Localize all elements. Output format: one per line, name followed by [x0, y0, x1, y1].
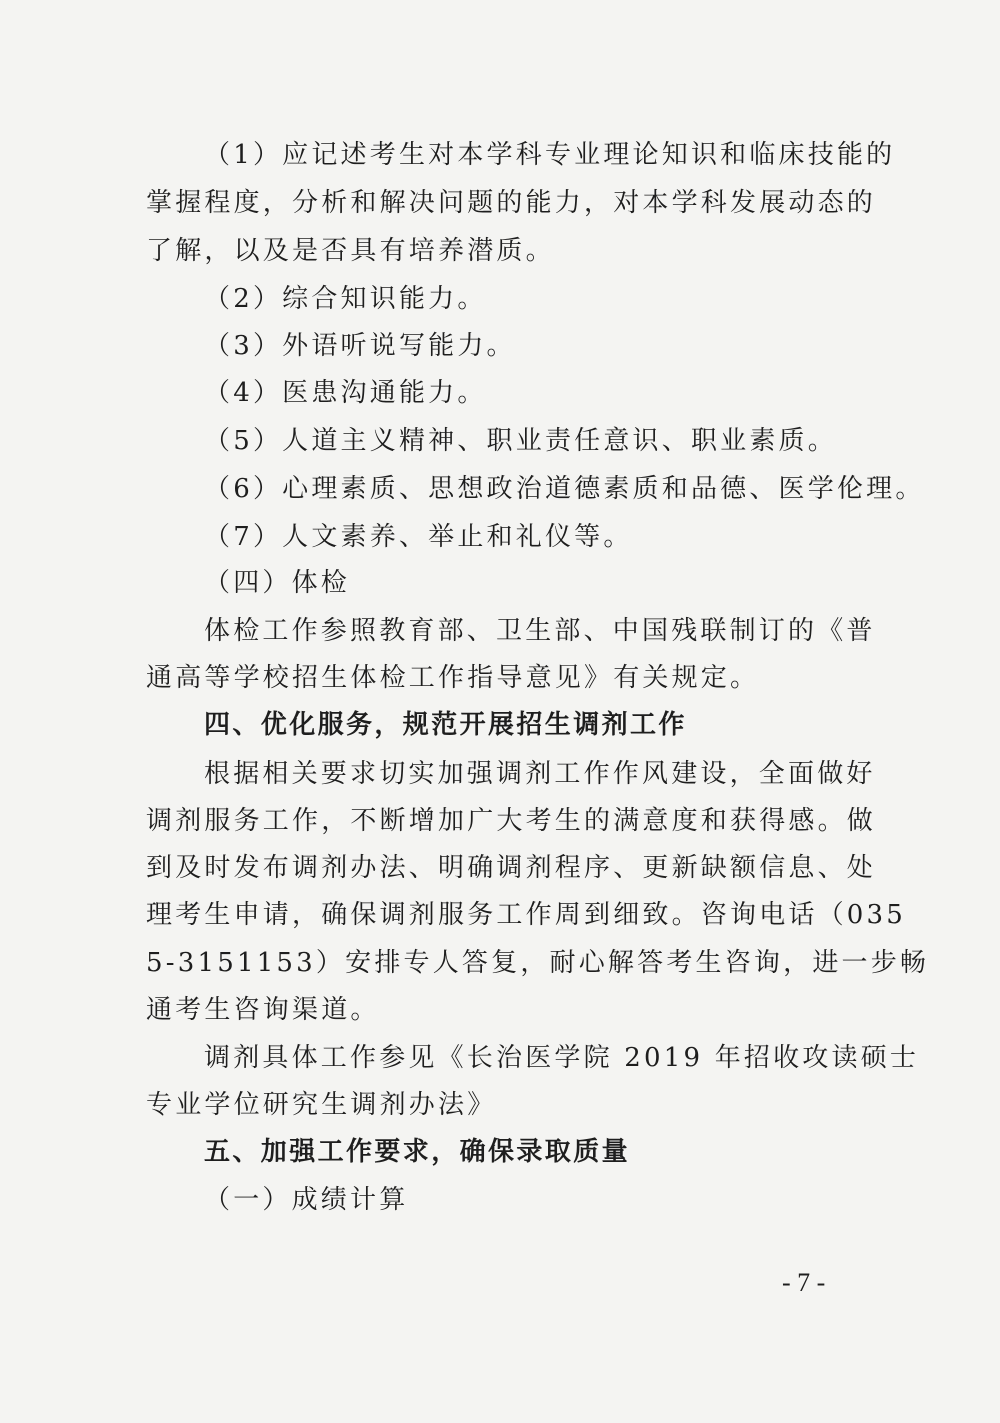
paragraph-line: 掌握程度，分析和解决问题的能力，对本学科发展动态的 [146, 188, 877, 218]
paragraph-line: 理考生申请，确保调剂服务工作周到细致。咨询电话（035 [146, 900, 907, 930]
paragraph-line: （6）心理素质、思想政治道德素质和品德、医学伦理。 [204, 474, 925, 504]
paragraph-line: （7）人文素养、举止和礼仪等。 [204, 522, 633, 552]
page-number: - 7 - [782, 1268, 826, 1297]
section-heading: 五、加强工作要求，确保录取质量 [204, 1137, 631, 1167]
section-subheading: （四）体检 [204, 568, 351, 598]
paragraph-line: 调剂服务工作，不断增加广大考生的满意度和获得感。做 [146, 806, 877, 836]
paragraph-line: 根据相关要求切实加强调剂工作作风建设，全面做好 [204, 759, 876, 789]
section-heading: 四、优化服务，规范开展招生调剂工作 [204, 710, 687, 740]
paragraph-line: （2）综合知识能力。 [204, 284, 487, 314]
paragraph-line: （3）外语听说写能力。 [204, 331, 516, 361]
paragraph-line: 通高等学校招生体检工作指导意见》有关规定。 [146, 663, 760, 693]
paragraph-line: 体检工作参照教育部、卫生部、中国残联制订的《普 [204, 616, 876, 646]
paragraph-line: （5）人道主义精神、职业责任意识、职业素质。 [204, 426, 837, 456]
paragraph-line: （1）应记述考生对本学科专业理论知识和临床技能的 [204, 140, 896, 170]
paragraph-line: 调剂具体工作参见《长治医学院 2019 年招收攻读硕士 [204, 1043, 920, 1073]
section-subheading: （一）成绩计算 [204, 1185, 409, 1215]
paragraph-line: （4）医患沟通能力。 [204, 378, 487, 408]
paragraph-line: 专业学位研究生调剂办法》 [146, 1090, 497, 1120]
paragraph-line: 到及时发布调剂办法、明确调剂程序、更新缺额信息、处 [146, 853, 877, 883]
paragraph-line: 通考生咨询渠道。 [146, 995, 380, 1025]
paragraph-line: 5-3151153）安排专人答复，耐心解答考生咨询，进一步畅 [146, 948, 930, 978]
paragraph-line: 了解，以及是否具有培养潜质。 [146, 236, 555, 266]
